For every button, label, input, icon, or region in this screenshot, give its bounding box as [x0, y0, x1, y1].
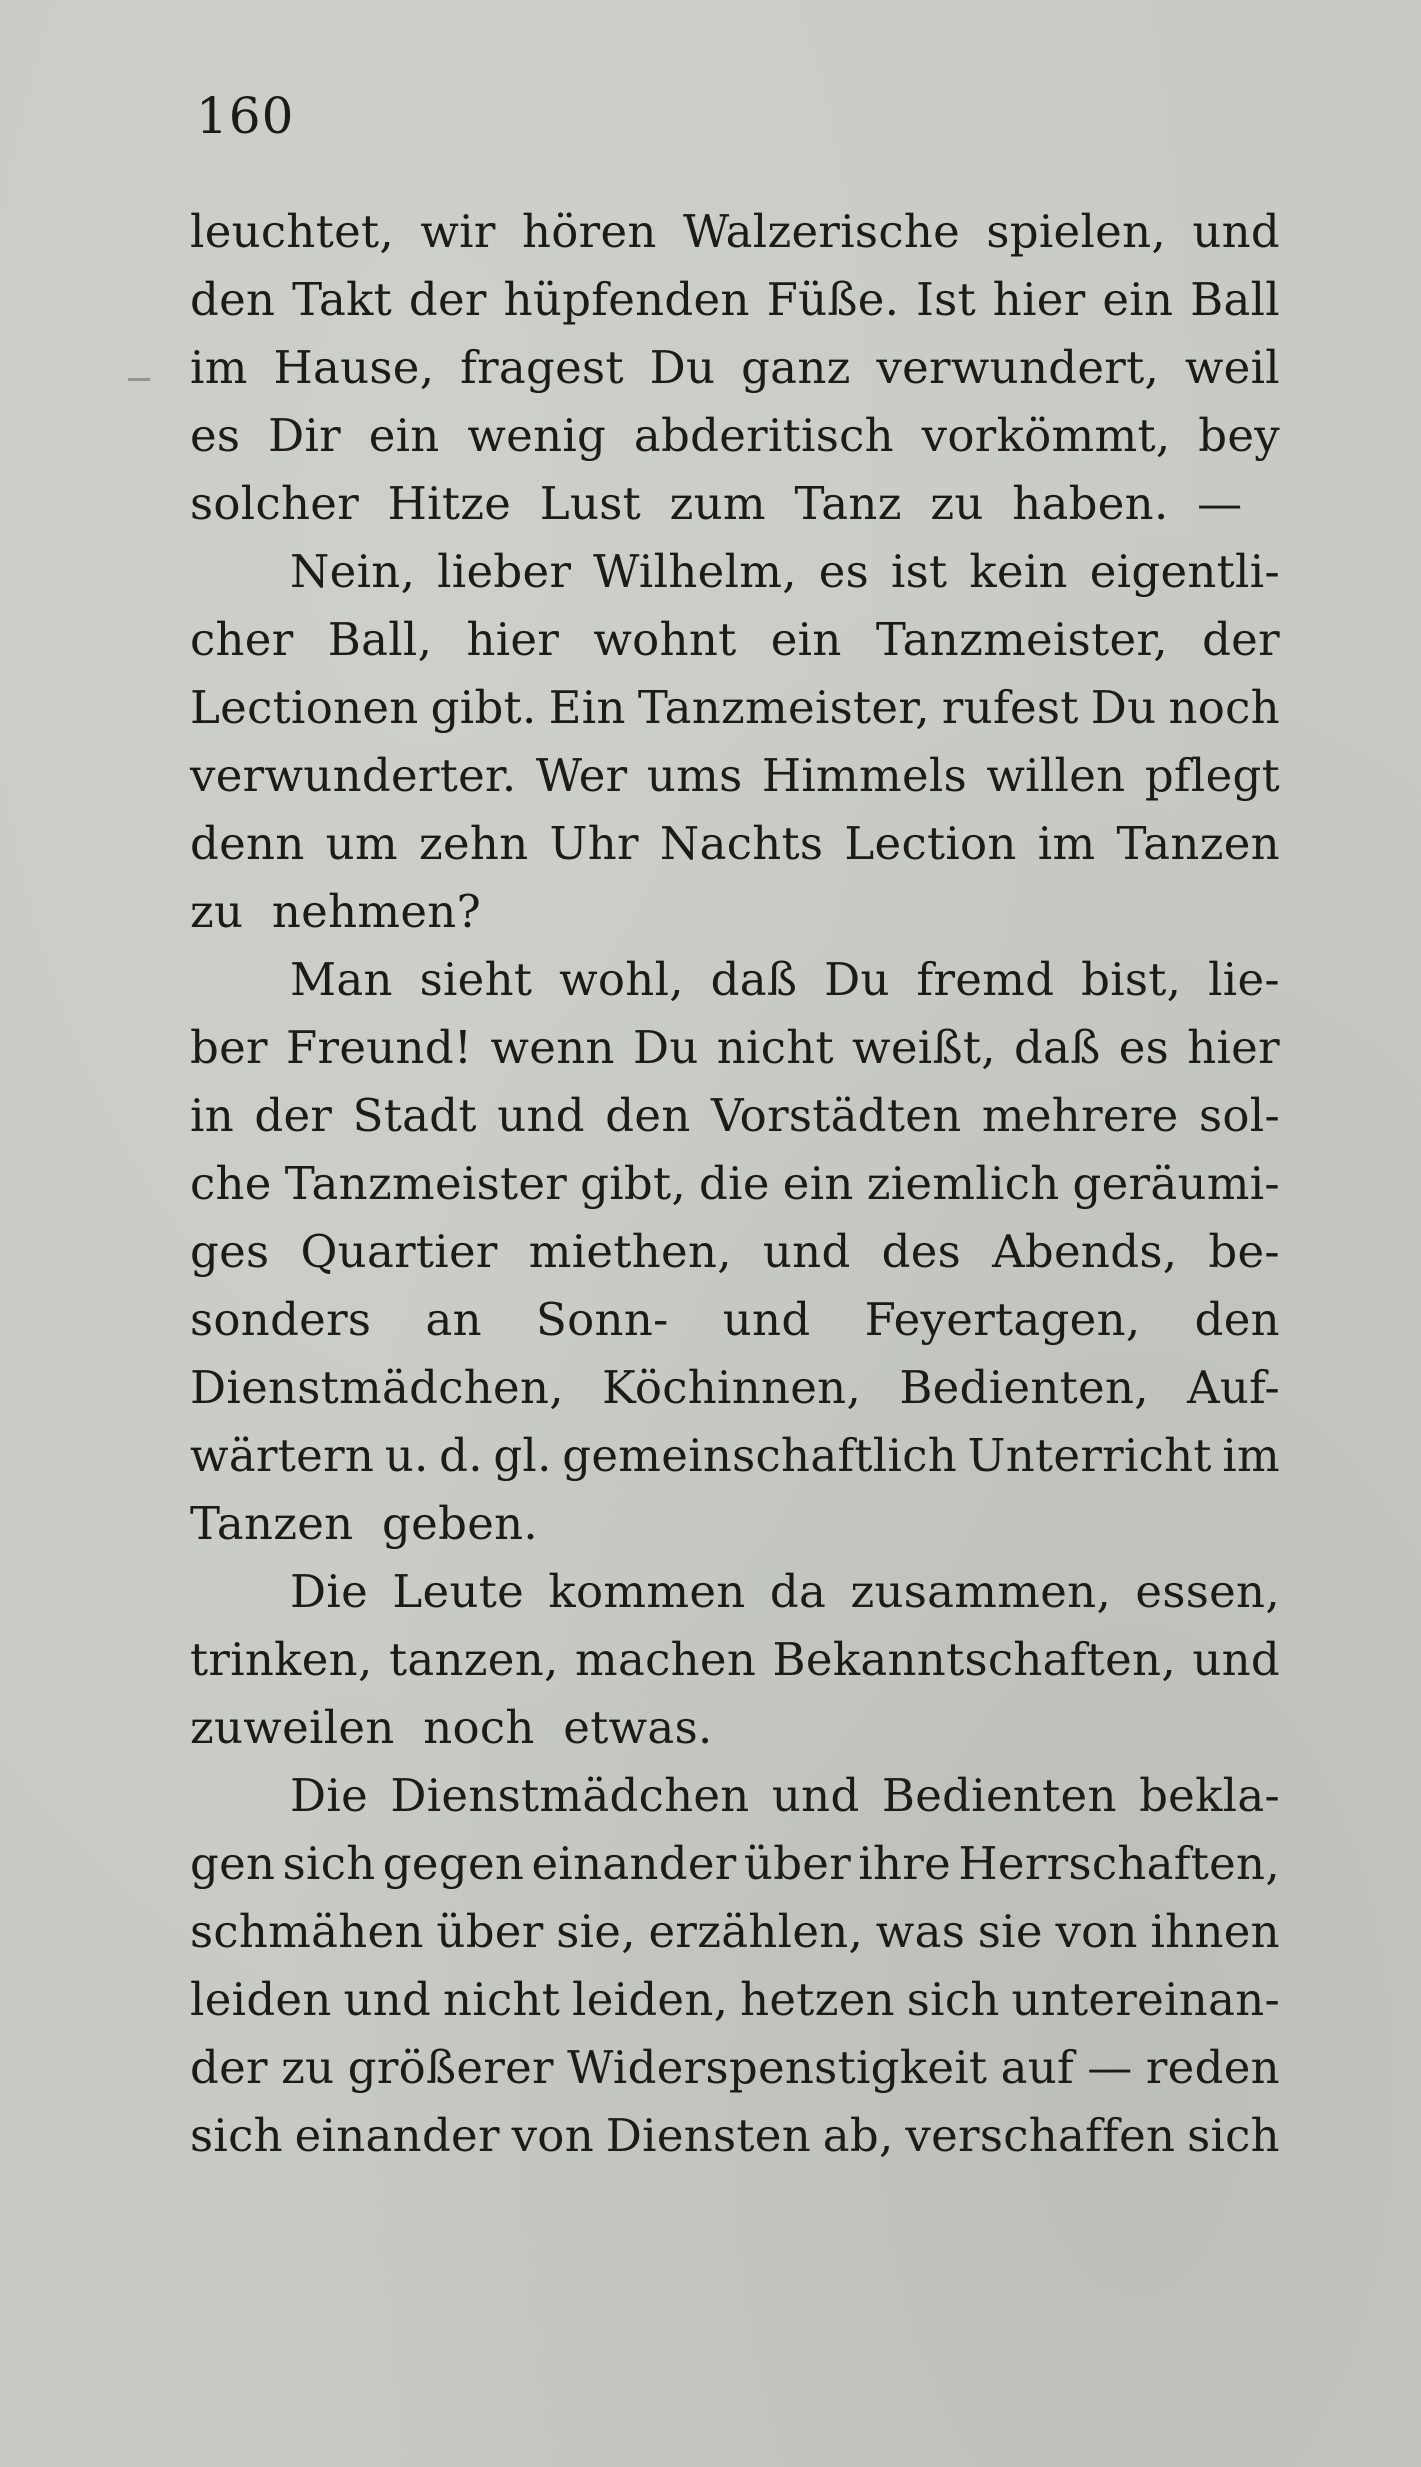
text-line: sich einander von Diensten ab, verschaffen sich: [190, 2109, 1280, 2162]
text-line: zuweilen noch etwas.: [190, 1701, 713, 1754]
text-line: verwunderter. Wer ums Himmels willen pflegt: [190, 749, 1280, 802]
text-line: der zu größerer Widerspenstigkeit auf — reden: [190, 2041, 1280, 2094]
text-line: leiden und nicht leiden, hetzen sich untereinan-: [190, 1973, 1280, 2026]
text-line: Die Dienstmädchen und Bedienten bekla-: [290, 1769, 1280, 1822]
margin-mark: [128, 378, 150, 381]
text-line: solcher Hitze Lust zum Tanz zu haben. —: [190, 477, 1243, 530]
page-number: 160: [196, 87, 295, 145]
text-line: trinken, tanzen, machen Bekanntschaften, und: [190, 1633, 1280, 1686]
text-line: Man sieht wohl, daß Du fremd bist, lie-: [290, 953, 1280, 1006]
text-line: ges Quartier miethen, und des Abends, be-: [190, 1225, 1280, 1278]
text-line: den Takt der hüpfenden Füße. Ist hier ein Ball: [190, 273, 1280, 326]
text-line: che Tanzmeister gibt, die ein ziemlich geräumi-: [190, 1157, 1280, 1210]
text-line: ber Freund! wenn Du nicht weißt, daß es hier: [190, 1021, 1280, 1074]
text-line: cher Ball, hier wohnt ein Tanzmeister, der: [190, 613, 1280, 666]
text-line: es Dir ein wenig abderitisch vorkömmt, bey: [190, 409, 1280, 462]
text-line: Tanzen geben.: [190, 1497, 539, 1550]
text-line: Lectionen gibt. Ein Tanzmeister, rufest Du noch: [190, 681, 1280, 734]
text-line: Dienstmädchen, Köchinnen, Bedienten, Auf-: [190, 1361, 1280, 1414]
text-line: Nein, lieber Wilhelm, es ist kein eigentli-: [290, 545, 1280, 598]
text-line: wärtern u. d. gl. gemeinschaftlich Unterricht im: [190, 1429, 1280, 1482]
text-line: sonders an Sonn- und Feyertagen, den: [190, 1293, 1280, 1346]
text-line: gen sich gegen einander über ihre Herrschaften,: [190, 1837, 1280, 1890]
text-line: schmähen über sie, erzählen, was sie von ihnen: [190, 1905, 1280, 1958]
text-line: Die Leute kommen da zusammen, essen,: [290, 1565, 1280, 1618]
text-line: zu nehmen?: [190, 885, 481, 938]
text-line: in der Stadt und den Vorstädten mehrere sol-: [190, 1089, 1280, 1142]
text-line: im Hause, fragest Du ganz verwundert, weil: [190, 341, 1280, 394]
body-text: [190, 198, 1280, 2170]
text-line: denn um zehn Uhr Nachts Lection im Tanzen: [190, 817, 1280, 870]
text-line: leuchtet, wir hören Walzerische spielen, und: [190, 205, 1280, 258]
